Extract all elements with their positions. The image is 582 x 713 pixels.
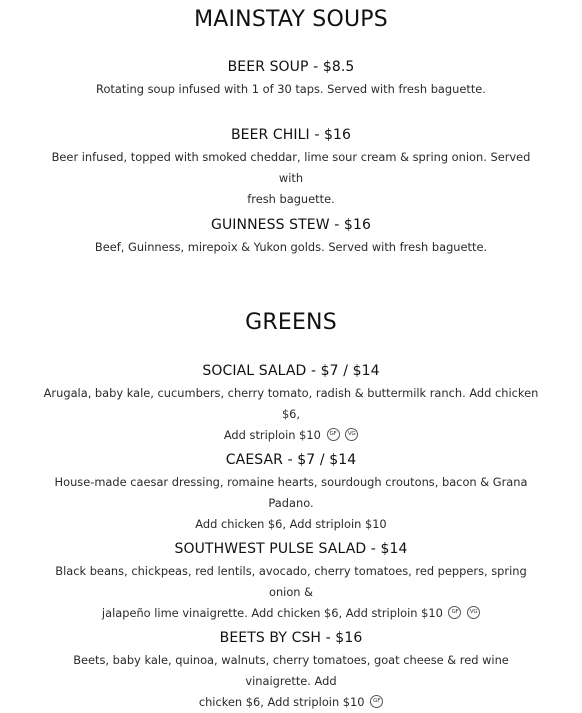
item-description-line: Add striploin $10	[223, 428, 321, 442]
section-title-mainstay-soups: MAINSTAY SOUPS	[194, 7, 388, 32]
item-name: SOUTHWEST PULSE SALAD - $14	[174, 541, 408, 557]
item-description	[43, 472, 539, 535]
item-name: BEER CHILI - $16	[230, 127, 352, 143]
gluten-free-badge-icon: GF	[370, 695, 383, 708]
item-name: CAESAR - $7 / $14	[225, 452, 357, 468]
item-name: BEER SOUP - $8.5	[227, 59, 355, 75]
item-description-line: chicken $6, Add striploin $10	[198, 695, 365, 709]
menu-item-caesar	[0, 451, 582, 535]
item-description-line: fresh baguette.	[247, 192, 335, 206]
item-description	[43, 383, 539, 446]
item-description-line: Add chicken $6, Add striploin $10	[195, 517, 387, 531]
menu-item-guinness-stew	[0, 216, 582, 258]
item-description-line: Beets, baby kale, quinoa, walnuts, cherry tomatoes, goat cheese & red wine vinaigrette. Add	[73, 653, 509, 688]
menu-item-beer-chili	[0, 126, 582, 210]
menu-item-beets-by-csh	[0, 629, 582, 713]
item-description	[43, 561, 539, 624]
item-name: GUINNESS STEW - $16	[211, 217, 371, 233]
item-name: BEETS BY CSH - $16	[219, 630, 363, 646]
item-description: Rotating soup infused with 1 of 30 taps. Served with fresh baguette.	[96, 82, 486, 96]
vegan-badge-icon: VG	[467, 606, 480, 619]
item-description-line: House-made caesar dressing, romaine hearts, sourdough croutons, bacon & Grana Padano.	[54, 475, 528, 510]
gluten-free-badge-icon: GF	[448, 606, 461, 619]
item-description: Beef, Guinness, mirepoix & Yukon golds. Served with fresh baguette.	[94, 240, 488, 254]
section-title-greens: GREENS	[245, 310, 337, 335]
item-name: SOCIAL SALAD - $7 / $14	[202, 363, 380, 379]
item-description-line: Beer infused, topped with smoked cheddar, lime sour cream & spring onion. Served with	[51, 150, 531, 185]
menu-item-southwest-pulse-salad	[0, 540, 582, 624]
item-description	[43, 650, 539, 713]
gluten-free-badge-icon: GF	[327, 428, 340, 441]
vegan-badge-icon: VG	[345, 428, 358, 441]
menu-item-beer-soup	[0, 58, 582, 100]
item-description-line: jalapeño lime vinaigrette. Add chicken $6, Add striploin $10	[101, 606, 443, 620]
item-description-line: Black beans, chickpeas, red lentils, avocado, cherry tomatoes, red peppers, spring onion &	[55, 564, 527, 599]
item-description	[43, 147, 539, 210]
item-description-line: Arugala, baby kale, cucumbers, cherry tomato, radish & buttermilk ranch. Add chicken $6,	[43, 386, 539, 421]
menu-item-social-salad	[0, 362, 582, 446]
